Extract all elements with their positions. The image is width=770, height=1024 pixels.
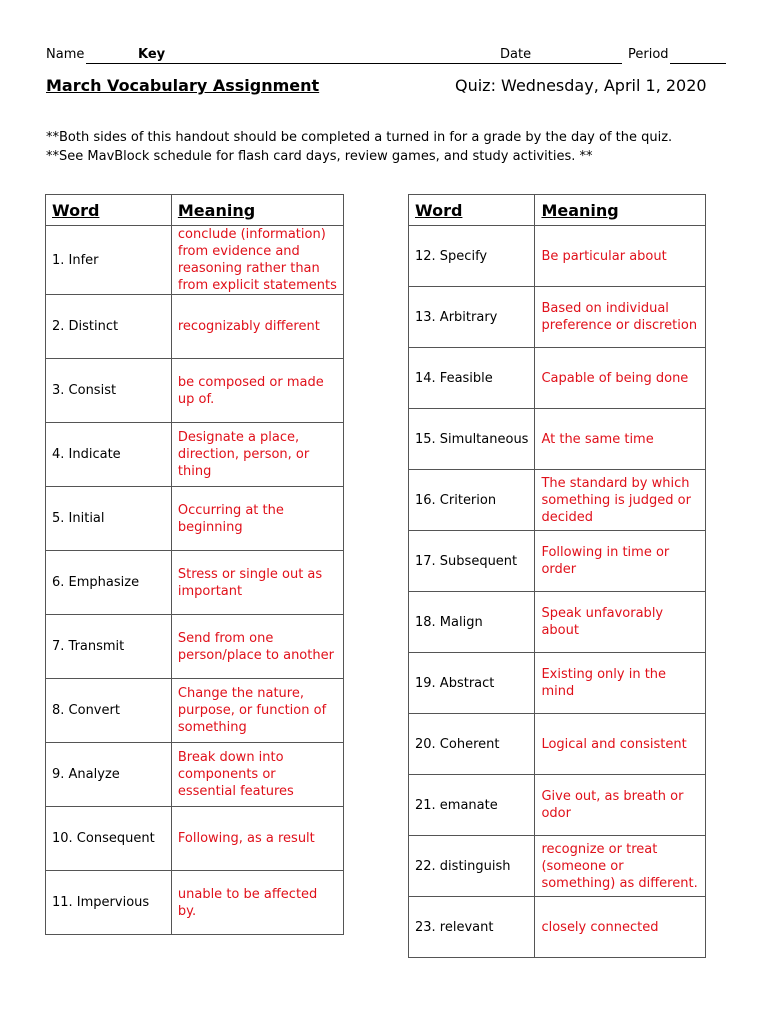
vocab-word: 9. Analyze [46,743,172,807]
table-row [46,226,344,295]
vocab-table-left [45,194,344,935]
vocab-word: 10. Consequent [46,807,172,871]
vocab-meaning: Speak unfavorably about [535,592,706,653]
note-1: **Both sides of this handout should be completed a turned in for a grade by the day of the quiz. [46,130,673,145]
note-2: **See MavBlock schedule for flash card days, review games, and study activities. ** [46,149,593,164]
vocab-meaning: closely connected [535,897,706,958]
vocab-word: 15. Simultaneous [409,409,535,470]
table-row [409,409,706,470]
table-row [46,871,344,935]
table-row [46,615,344,679]
quiz-date: Quiz: Wednesday, April 1, 2020 [455,76,707,95]
table-row [46,487,344,551]
table-row [409,470,706,531]
page-title: March Vocabulary Assignment [46,76,320,95]
vocab-meaning: Based on individual preference or discretion [535,287,706,348]
vocab-word: 4. Indicate [46,423,172,487]
vocab-meaning: Occurring at the beginning [171,487,343,551]
vocab-meaning: recognizably different [171,295,343,359]
vocab-meaning: Stress or single out as important [171,551,343,615]
table-row [409,653,706,714]
date-underline [532,63,622,64]
vocab-meaning: Following, as a result [171,807,343,871]
vocab-word: 11. Impervious [46,871,172,935]
vocab-meaning: At the same time [535,409,706,470]
vocab-word: 18. Malign [409,592,535,653]
table-row [46,359,344,423]
table-header-row [46,195,344,226]
name-value: Key [138,47,166,62]
period-underline [670,63,726,64]
word-column-header: Word [409,195,535,226]
header-line [46,47,726,67]
table-row [409,592,706,653]
vocab-meaning: Break down into components or essential features [171,743,343,807]
vocab-word: 6. Emphasize [46,551,172,615]
vocab-meaning: conclude (information) from evidence and reasoning rather than from explicit statements [171,226,343,295]
vocab-meaning: Give out, as breath or odor [535,775,706,836]
table-header-row [409,195,706,226]
vocab-word: 22. distinguish [409,836,535,897]
word-column-header: Word [46,195,172,226]
vocab-meaning: unable to be affected by. [171,871,343,935]
name-underline [86,63,542,64]
table-row [409,714,706,775]
table-row [409,836,706,897]
vocab-meaning: Capable of being done [535,348,706,409]
vocab-meaning: recognize or treat (someone or something) as different. [535,836,706,897]
table-row [46,807,344,871]
vocab-meaning: Following in time or order [535,531,706,592]
vocab-word: 17. Subsequent [409,531,535,592]
vocab-meaning: be composed or made up of. [171,359,343,423]
vocab-word: 21. emanate [409,775,535,836]
vocab-meaning: Send from one person/place to another [171,615,343,679]
vocab-meaning: Be particular about [535,226,706,287]
vocab-word: 23. relevant [409,897,535,958]
vocab-meaning: Existing only in the mind [535,653,706,714]
table-row [409,531,706,592]
table-row [409,897,706,958]
vocab-word: 12. Specify [409,226,535,287]
meaning-column-header: Meaning [171,195,343,226]
table-row [46,423,344,487]
table-row [409,775,706,836]
vocab-word: 13. Arbitrary [409,287,535,348]
vocab-word: 3. Consist [46,359,172,423]
vocab-meaning: Change the nature, purpose, or function of something [171,679,343,743]
vocab-word: 5. Initial [46,487,172,551]
table-row [46,679,344,743]
meaning-column-header: Meaning [535,195,706,226]
vocab-meaning: The standard by which something is judged or decided [535,470,706,531]
vocab-meaning: Designate a place, direction, person, or thing [171,423,343,487]
vocab-word: 1. Infer [46,226,172,295]
vocab-meaning: Logical and consistent [535,714,706,775]
vocab-word: 14. Feasible [409,348,535,409]
table-row [409,226,706,287]
table-row [46,743,344,807]
date-label: Date [500,47,532,62]
table-row [409,348,706,409]
vocab-word: 16. Criterion [409,470,535,531]
vocab-word: 7. Transmit [46,615,172,679]
table-row [46,551,344,615]
table-row [409,287,706,348]
period-label: Period [628,47,669,62]
vocab-word: 19. Abstract [409,653,535,714]
table-row [46,295,344,359]
vocab-word: 2. Distinct [46,295,172,359]
vocab-word: 20. Coherent [409,714,535,775]
vocab-table-right [408,194,706,958]
name-label: Name [46,47,85,62]
vocab-word: 8. Convert [46,679,172,743]
